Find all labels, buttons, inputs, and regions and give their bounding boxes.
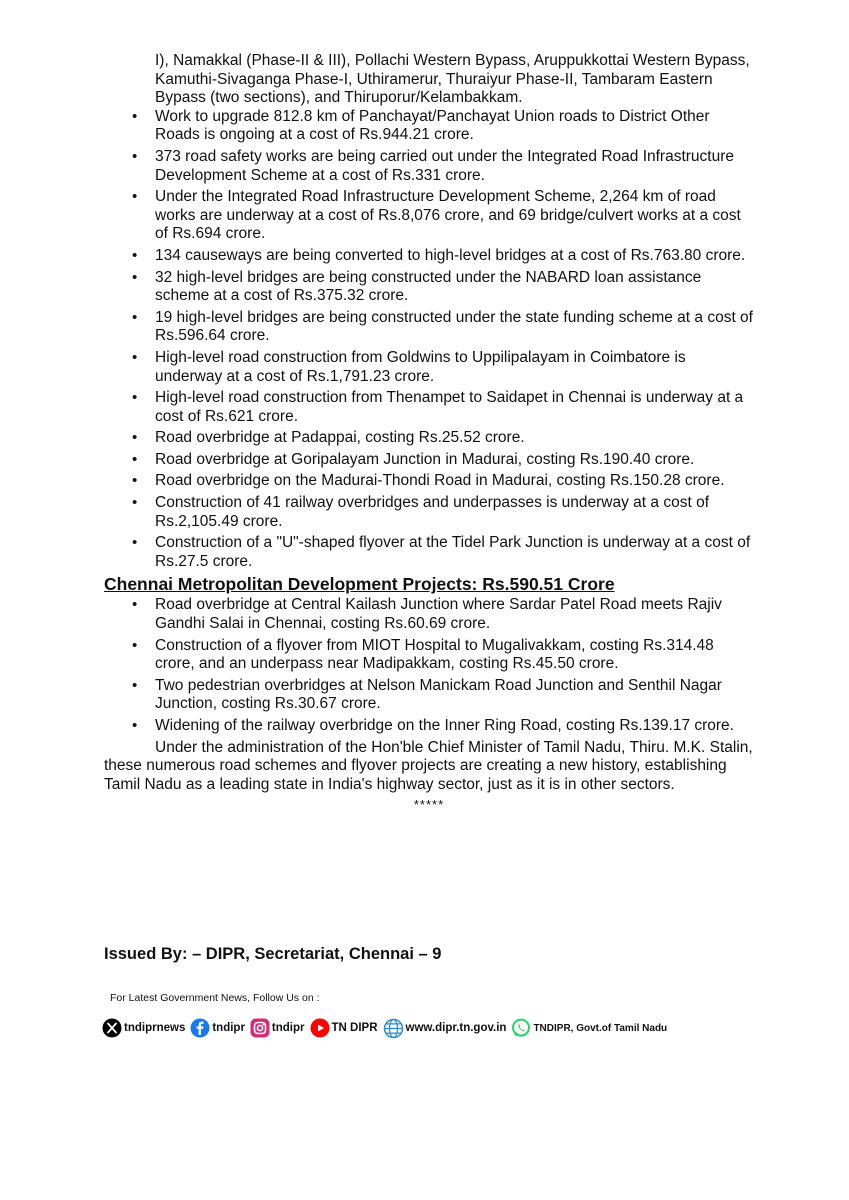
bullet-icon: • bbox=[132, 147, 138, 165]
list-item bbox=[104, 108, 754, 145]
list-item bbox=[104, 677, 754, 714]
bullet-icon: • bbox=[132, 188, 138, 206]
social-youtube-label: TN DIPR bbox=[331, 1022, 378, 1034]
social-whatsapp[interactable] bbox=[511, 1018, 667, 1038]
list-item-text: 19 high-level bridges are being constructed under the state funding scheme at a cost of Rs.596.64 crore. bbox=[155, 308, 753, 345]
follow-us-text: For Latest Government News, Follow Us on : bbox=[110, 992, 320, 1004]
social-facebook[interactable] bbox=[190, 1018, 245, 1038]
list-item-text: Construction of a "U"-shaped flyover at the Tidel Park Junction is underway at a cost of Rs.27.5 crore. bbox=[155, 534, 751, 570]
section-heading: Chennai Metropolitan Development Projects: Rs.590.51 Crore bbox=[104, 574, 615, 595]
social-x[interactable] bbox=[102, 1018, 185, 1038]
list-item bbox=[104, 717, 754, 736]
list-item-text: 134 causeways are being converted to high-level bridges at a cost of Rs.763.80 crore. bbox=[155, 246, 746, 264]
bullet-icon: • bbox=[132, 534, 138, 552]
social-website[interactable] bbox=[383, 1018, 507, 1039]
list-item bbox=[104, 389, 754, 426]
list-item bbox=[104, 637, 754, 674]
x-logo-icon bbox=[102, 1018, 122, 1038]
list-item-text: 32 high-level bridges are being constructed under the NABARD loan assistance scheme at a cost of Rs.375.32 crore. bbox=[155, 268, 702, 305]
list-item bbox=[104, 596, 754, 633]
bullet-icon: • bbox=[132, 636, 138, 654]
list-item bbox=[104, 309, 754, 346]
instagram-icon bbox=[250, 1018, 270, 1038]
social-facebook-label: tndipr bbox=[212, 1022, 245, 1034]
list-item-text: High-level road construction from Goldwins to Uppilipalayam in Coimbatore is underway at a cost of Rs.1,791.23 crore. bbox=[155, 348, 686, 385]
list-item-text: Road overbridge on the Madurai-Thondi Road in Madurai, costing Rs.150.28 crore. bbox=[155, 472, 725, 490]
social-instagram[interactable] bbox=[250, 1018, 305, 1038]
list-item-text: Road overbridge at Goripalayam Junction in Madurai, costing Rs.190.40 crore. bbox=[155, 450, 695, 468]
list-item-text: High-level road construction from Thenampet to Saidapet in Chennai is underway at a cost of Rs.621 crore. bbox=[155, 389, 744, 425]
bullet-icon: • bbox=[132, 494, 138, 512]
list-item-text: Road overbridge at Padappai, costing Rs.25.52 crore. bbox=[155, 429, 525, 447]
whatsapp-icon bbox=[511, 1018, 531, 1038]
list-item-text: Two pedestrian overbridges at Nelson Manickam Road Junction and Senthil Nagar Junction, costing Rs.30.67 crore. bbox=[155, 676, 722, 713]
social-instagram-label: tndipr bbox=[271, 1022, 305, 1034]
bullet-icon: • bbox=[132, 348, 138, 366]
list-item-text: Under the Integrated Road Infrastructure Development Scheme, 2,264 km of road works are underway at a cost of Rs.8,076 crore, and 69 bridge/culvert works at a cost of Rs.694 crore. bbox=[155, 188, 741, 243]
social-links-row bbox=[102, 1016, 672, 1040]
list-item-text: Construction of 41 railway overbridges and underpasses is underway at a cost of Rs.2,105.49 crore. bbox=[155, 494, 709, 530]
bullet-icon: • bbox=[132, 389, 138, 407]
bullet-icon: • bbox=[132, 268, 138, 286]
list-item bbox=[104, 472, 754, 491]
list-item-text: Widening of the railway overbridge on the Inner Ring Road, costing Rs.139.17 crore. bbox=[155, 717, 734, 734]
social-x-label: tndiprnews bbox=[124, 1022, 186, 1034]
list-item bbox=[104, 534, 754, 571]
body-text bbox=[104, 52, 754, 815]
youtube-icon bbox=[310, 1018, 330, 1038]
closing-paragraph: Under the administration of the Hon'ble Chief Minister of Tamil Nadu, Thiru. M.K. Stalin, these numerous road schemes and flyover projects are creating a new history, establishing Tamil Nadu as a leading state in India's highway sector, just as it is in other sectors. bbox=[104, 738, 753, 793]
bullet-icon: • bbox=[132, 107, 138, 125]
social-whatsapp-label: TNDIPR, Govt.of Tamil Nadu bbox=[533, 1022, 668, 1034]
bullet-icon: • bbox=[132, 472, 138, 490]
list-item bbox=[104, 188, 754, 244]
list-item bbox=[104, 269, 754, 306]
lead-in-paragraph: I), Namakkal (Phase-II & III), Pollachi Western Bypass, Aruppukkottai Western Bypass, Kamuthi-Sivaganga Phase-I, Uthiramerur, Thuraiyur Phase-II, Tambaram Eastern Bypass (two sections), and Thiruporur/Kelambakkam. bbox=[155, 52, 750, 107]
bullet-icon: • bbox=[132, 429, 138, 447]
facebook-icon bbox=[190, 1018, 210, 1038]
list-item bbox=[104, 148, 754, 185]
list-item bbox=[104, 451, 754, 470]
bullet-icon: • bbox=[132, 450, 138, 468]
list-item bbox=[104, 247, 754, 266]
social-youtube[interactable] bbox=[310, 1018, 378, 1038]
social-website-label: www.dipr.tn.gov.in bbox=[405, 1022, 507, 1034]
road-projects-list bbox=[104, 108, 754, 572]
bullet-icon: • bbox=[132, 676, 138, 694]
bullet-icon: • bbox=[132, 596, 138, 614]
chennai-projects-list bbox=[104, 596, 754, 735]
list-item bbox=[104, 429, 754, 448]
list-item-text: Construction of a flyover from MIOT Hospital to Mugalivakkam, costing Rs.314.48 crore, and an underpass near Madipakkam, costing Rs.45.50 crore. bbox=[155, 636, 714, 673]
list-item bbox=[104, 349, 754, 386]
separator-stars: ***** bbox=[413, 797, 445, 813]
issued-by: Issued By: – DIPR, Secretariat, Chennai – 9 bbox=[104, 945, 442, 963]
list-item-text: 373 road safety works are being carried out under the Integrated Road Infrastructure Development Scheme at a cost of Rs.331 crore. bbox=[155, 147, 735, 184]
list-item-text: Work to upgrade 812.8 km of Panchayat/Panchayat Union roads to District Other Roads is ongoing at a cost of Rs.944.21 crore. bbox=[155, 107, 710, 144]
list-item bbox=[104, 494, 754, 531]
list-item-text: Road overbridge at Central Kailash Junction where Sardar Patel Road meets Rajiv Gandhi Salai in Chennai, costing Rs.60.69 crore. bbox=[155, 596, 722, 633]
globe-icon bbox=[383, 1018, 404, 1039]
bullet-icon: • bbox=[132, 308, 138, 326]
bullet-icon: • bbox=[132, 246, 138, 264]
bullet-icon: • bbox=[132, 717, 138, 734]
